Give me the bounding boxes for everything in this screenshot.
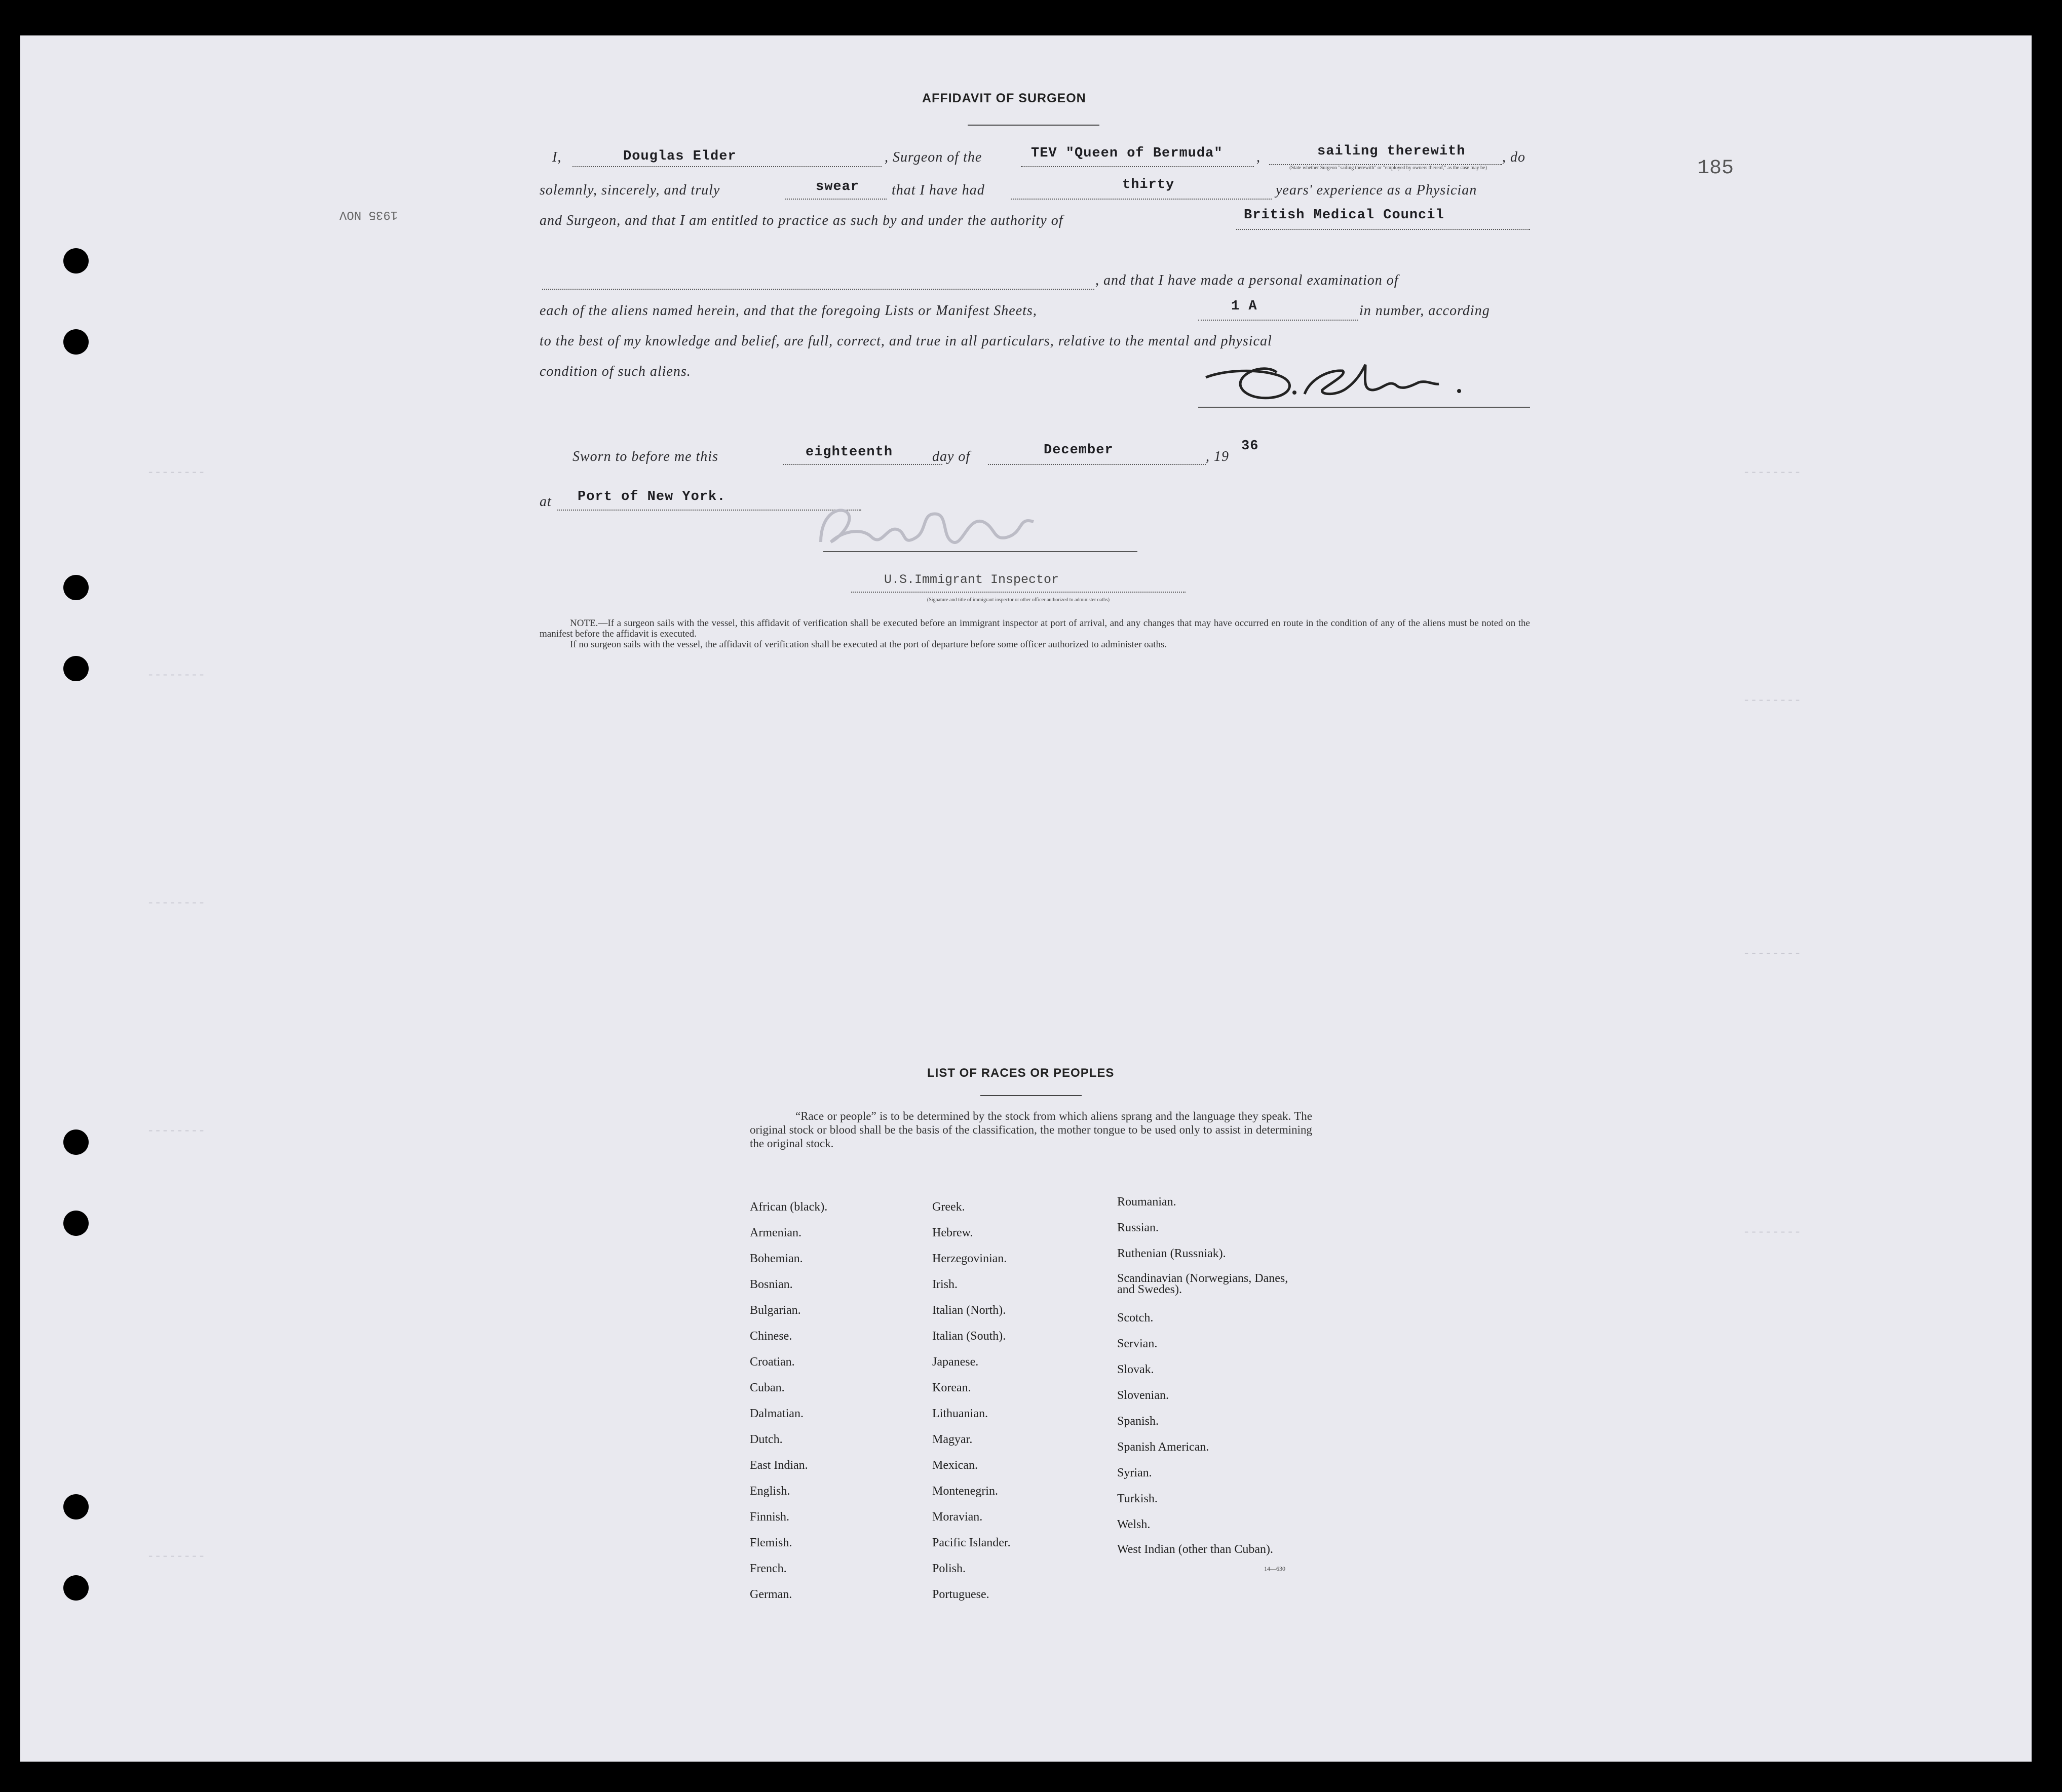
race-item: Roumanian. <box>1117 1195 1176 1209</box>
punch-hole <box>63 656 89 681</box>
line6-text-a: to the best of my knowledge and belief, are full, correct, and true in all particulars, relative to the mental and physical <box>540 333 1272 349</box>
race-item: Croatian. <box>750 1355 795 1369</box>
race-item: Cuban. <box>750 1381 785 1394</box>
race-item: Welsh. <box>1117 1518 1151 1531</box>
inspector-line <box>823 551 1137 552</box>
note-paragraph <box>540 618 1530 650</box>
races-rule <box>980 1095 1082 1096</box>
punch-hole <box>63 248 89 274</box>
race-item: German. <box>750 1588 792 1601</box>
race-item: Spanish. <box>1117 1415 1159 1428</box>
race-item: Korean. <box>932 1381 971 1394</box>
race-item: English. <box>750 1485 790 1498</box>
title-rule <box>968 125 1099 126</box>
punch-hole <box>63 575 89 600</box>
race-item: Polish. <box>932 1562 966 1575</box>
line3-text-a: and Surgeon, and that I am entitled to practice as such by and under the authority of <box>540 213 1063 228</box>
month-blank <box>988 464 1206 465</box>
race-item: French. <box>750 1562 787 1575</box>
line1-text-a: , Surgeon of the <box>885 149 982 165</box>
years-blank <box>1011 199 1272 200</box>
race-item: Bohemian. <box>750 1252 803 1265</box>
sworn-month: December <box>1044 443 1114 458</box>
line1-comma: , <box>1256 149 1261 165</box>
at-prefix: at <box>540 494 552 510</box>
race-item: Dalmatian. <box>750 1407 804 1420</box>
race-item: Magyar. <box>932 1433 973 1446</box>
sworn-text-b: day of <box>932 449 971 464</box>
authority-blank <box>1236 229 1530 230</box>
race-item: West Indian (other than Cuban). <box>1117 1543 1273 1556</box>
race-item: Dutch. <box>750 1433 783 1446</box>
day-blank <box>783 464 942 465</box>
sworn-text-a: Sworn to before me this <box>572 449 718 464</box>
race-item: Slovenian. <box>1117 1389 1169 1402</box>
race-item: Chinese. <box>750 1330 792 1343</box>
race-item: Scandinavian (Norwegians, Danes, and Swedes). <box>1117 1272 1288 1296</box>
manifest-page: -------- -------- -------- -------- -------- -------- -------- -------- -------- 1935 NOV 185 AFFIDAVIT OF SURGEON I, Douglas Elder , Surgeon of the TEV "Queen of Bermuda" , sailing therewith , do (State whether Surgeon "sailing therewith" or "employed by owners thereof," as the case may be) solemnly, sincerely, and truly swear that I have had thirty years' experience as a Physician and Surgeon, and that I am entitled to practice as such by and under the authority of British Medical Council , and that I have made a personal examination of each of the aliens named herein, and that the foregoing Lists or Manifest Sheets, 1 A in number, according to the best of my knowledge and belief, are full, correct, and true in all particulars, relative to the mental and physical condition of such aliens. Sworn to before me this eighteenth day of December , 19 36 at Port of New York. U.S.Immigrant Inspector (Signature and title of immigrant inspector or other officer authorized to administer oaths) NOTE.—If a surgeon sails with the vessel, this affidavit of verification shall be executed before an immigrant inspector at port of arrival, and any changes that may have occurred en route in the condition of any of the aliens must be noted on the manifest before the affidavit is executed. If no surgeon sails with the vessel, the affidavit of verification shall be executed at the port of departure before some officer authorized to administer oaths. LIST OF RACES OR PEOPLES “Race or people” is to be determined by the stock from which aliens sprang and the language they speak. The original stock or blood shall be the basis of the classification, the mother tongue to be used only to assist in determining the original stock. African (black). Armenian. Bohemian. Bosnian. Bulgarian. Chinese. Croatian. Cuban. Dalmatian. Dutch. East Indian. English. Finnish. Flemish. French. German. Greek. Hebrew. Herzegovinian. Irish. Italian (North). Italian (South). Japanese. Korean. Lithuanian. Magyar. Mexican. Montenegrin. Moravian. Pacific Islander. Polish. Portuguese. Roumanian. Russian. Ruthenian (Russniak). Scandinavian (Norwegians, Danes, and Swedes). Scotch. Servian. Slovak. Slovenian. Spanish. Spanish American. Syrian. Turkish. Welsh. West Indian (other than Cuban). 14—630 <box>20 35 2032 1762</box>
race-item: Ruthenian (Russniak). <box>1117 1247 1226 1260</box>
race-item: Flemish. <box>750 1536 792 1549</box>
races-title: LIST OF RACES OR PEOPLES <box>927 1066 1115 1080</box>
race-item: Montenegrin. <box>932 1485 998 1498</box>
surgeon-name: Douglas Elder <box>623 149 737 164</box>
race-item: Spanish American. <box>1117 1440 1209 1454</box>
inspector-blank <box>851 592 1186 593</box>
race-item: Moravian. <box>932 1510 983 1524</box>
race-item: East Indian. <box>750 1459 808 1472</box>
line7-text-a: condition of such aliens. <box>540 364 691 379</box>
race-item: Bulgarian. <box>750 1304 801 1317</box>
race-item: Turkish. <box>1117 1492 1158 1505</box>
race-item: Hebrew. <box>932 1226 973 1239</box>
page-number: 185 <box>1697 157 1734 180</box>
punch-hole <box>63 1211 89 1236</box>
race-item: Herzegovinian. <box>932 1252 1007 1265</box>
line5-text-b: in number, according <box>1359 303 1490 319</box>
punch-hole <box>63 329 89 355</box>
line2-text-c: years' experience as a Physician <box>1276 182 1477 198</box>
inspector-signature <box>800 501 1155 557</box>
race-item: Slovak. <box>1117 1363 1154 1376</box>
oath-blank <box>785 199 887 200</box>
race-item: Servian. <box>1117 1337 1158 1350</box>
race-item: Armenian. <box>750 1226 801 1239</box>
line1-text-b: , do <box>1502 149 1525 165</box>
port-name: Port of New York. <box>578 489 726 504</box>
race-item: Mexican. <box>932 1459 978 1472</box>
sworn-day: eighteenth <box>806 445 893 460</box>
years-experience: thirty <box>1122 177 1175 192</box>
line4-text-a: , and that I have made a personal examination of <box>1095 272 1399 288</box>
oath-word: swear <box>816 179 860 194</box>
punch-hole <box>63 1575 89 1601</box>
authority-blank-2 <box>542 289 1094 290</box>
race-item: Finnish. <box>750 1510 790 1524</box>
line2-text-a: solemnly, sincerely, and truly <box>540 182 720 198</box>
line1-prefix: I, <box>552 149 562 165</box>
inspector-title: U.S.Immigrant Inspector <box>884 572 1059 587</box>
race-item: Pacific Islander. <box>932 1536 1011 1549</box>
race-item: Portuguese. <box>932 1588 989 1601</box>
ship-name: TEV "Queen of Bermuda" <box>1031 146 1223 161</box>
ship-blank <box>1021 166 1254 167</box>
margin-stamp: 1935 NOV <box>339 208 398 221</box>
note-line-2: If no surgeon sails with the vessel, the affidavit of verification shall be executed at the port of departure before some officer authorized to administer oaths. <box>570 639 1167 650</box>
punch-hole <box>63 1494 89 1520</box>
sworn-text-c: , 19 <box>1206 449 1229 464</box>
sheets-blank <box>1198 320 1358 321</box>
sailing-hint: (State whether Surgeon "sailing therewith" or "employed by owners thereof," as the case may be) <box>1289 165 1487 171</box>
race-item: Syrian. <box>1117 1466 1152 1479</box>
sheet-count: 1 A <box>1231 299 1257 314</box>
sailing-status: sailing therewith <box>1317 144 1466 159</box>
race-item: Scotch. <box>1117 1311 1154 1324</box>
name-blank <box>572 166 882 167</box>
form-number: 14—630 <box>1264 1565 1285 1572</box>
race-item: Russian. <box>1117 1221 1159 1234</box>
punch-hole <box>63 1129 89 1155</box>
licensing-authority: British Medical Council <box>1244 208 1444 223</box>
races-intro: “Race or people” is to be determined by the stock from which aliens sprang and the language they speak. The original stock or blood shall be the basis of the classification, the mother tongue to be used only to assist in determining the original stock. <box>750 1110 1312 1150</box>
affidavit-title: AFFIDAVIT OF SURGEON <box>922 91 1086 105</box>
sworn-year: 36 <box>1241 439 1259 454</box>
race-item: Lithuanian. <box>932 1407 988 1420</box>
race-item: African (black). <box>750 1200 828 1214</box>
race-item: Irish. <box>932 1278 958 1291</box>
line2-text-b: that I have had <box>892 182 985 198</box>
signature-line <box>1198 407 1530 408</box>
line5-text-a: each of the aliens named herein, and that the foregoing Lists or Manifest Sheets, <box>540 303 1037 319</box>
race-item: Bosnian. <box>750 1278 793 1291</box>
inspector-hint: (Signature and title of immigrant inspector or other officer authorized to administer oaths) <box>927 597 1110 603</box>
note-line-1: NOTE.—If a surgeon sails with the vessel, this affidavit of verification shall be executed before an immigrant inspector at port of arrival, and any changes that may have occurred en route in the condition of any of the aliens must be noted on the manifest before the affidavit is executed. <box>540 618 1530 639</box>
race-item: Italian (South). <box>932 1330 1006 1343</box>
race-item: Italian (North). <box>932 1304 1006 1317</box>
race-item: Greek. <box>932 1200 965 1214</box>
race-item: Japanese. <box>932 1355 979 1369</box>
surgeon-signature <box>1196 349 1525 410</box>
